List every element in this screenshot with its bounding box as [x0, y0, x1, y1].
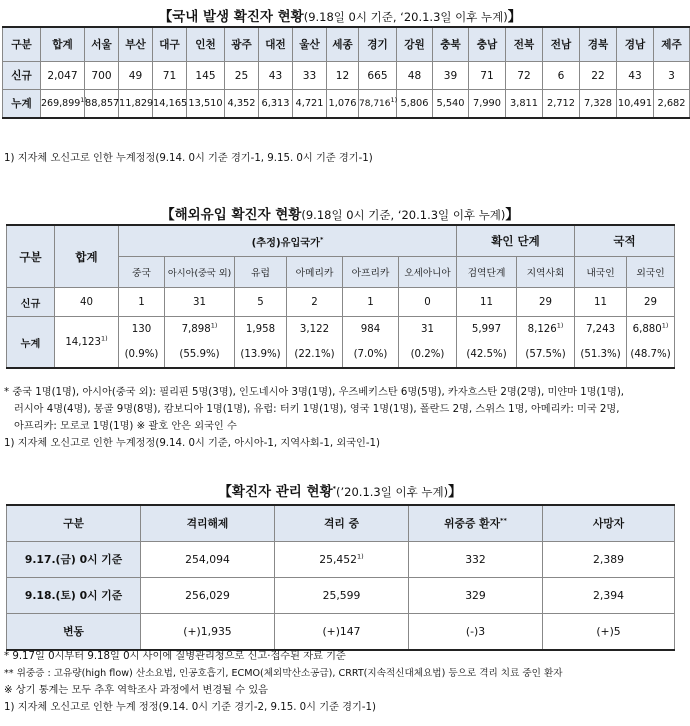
overseas-title	[0, 203, 680, 223]
management-col-severe	[409, 505, 543, 542]
management-title-end: 】	[448, 484, 462, 500]
domestic-cum-cell: 7,990	[469, 90, 506, 119]
overseas-new-total: 40	[55, 288, 119, 317]
overseas-cum-value: 130	[131, 324, 152, 335]
domestic-new-cell: 145	[187, 62, 225, 90]
management-row	[7, 542, 675, 578]
overseas-cum-value: 6,880	[632, 324, 662, 335]
management-header-row	[7, 505, 675, 542]
domestic-cum-gyeonggi-value: 78,716	[359, 98, 391, 109]
overseas-cum-label: 누계	[7, 317, 55, 369]
management-cell: (+)5	[543, 614, 675, 651]
management-col: 격리해제	[141, 505, 275, 542]
domestic-new-label: 신규	[3, 62, 41, 90]
domestic-new-cell: 43	[617, 62, 654, 90]
overseas-group-nationality: 국적	[575, 225, 675, 257]
overseas-group-row	[7, 225, 675, 257]
management-cell-isolating	[275, 542, 409, 578]
footnote-marker: *	[332, 484, 337, 493]
footnote-marker: *	[319, 235, 324, 244]
management-cell-value: 25,452	[319, 553, 358, 566]
overseas-subcol: 유럽	[235, 257, 287, 288]
overseas-subcol: 외국인	[627, 257, 675, 288]
domestic-new-cell: 33	[293, 62, 327, 90]
management-row-label: 9.17.(금) 0시 기준	[7, 542, 141, 578]
overseas-cum-value: 984	[360, 324, 381, 335]
overseas-note: 아프리카: 모로코 1명(1명) ※ 괄호 안은 외국인 수	[14, 421, 237, 432]
domestic-header-label: 구분	[3, 27, 41, 62]
management-cell: 329	[409, 578, 543, 614]
management-row-label: 9.18.(토) 0시 기준	[7, 578, 141, 614]
domestic-title-sub: (9.18일 0시 기준, ‘20.1.3일 이후 누계)	[303, 10, 508, 24]
overseas-cum-cell	[119, 317, 165, 343]
domestic-new-cell: 25	[225, 62, 259, 90]
overseas-new-cell: 5	[235, 288, 287, 317]
domestic-col: 경북	[580, 27, 617, 62]
overseas-subcol: 지역사회	[517, 257, 575, 288]
domestic-cum-cell: 4,721	[293, 90, 327, 119]
overseas-title-sub: (9.18일 0시 기준, ‘20.1.3일 이후 누계)	[301, 208, 506, 222]
domestic-new-cell: 3	[654, 62, 690, 90]
overseas-subcol: 아시아(중국 외)	[165, 257, 235, 288]
overseas-new-cell: 29	[517, 288, 575, 317]
footnote-marker: 1)	[390, 95, 398, 104]
domestic-col: 전북	[506, 27, 543, 62]
domestic-new-cell: 49	[119, 62, 153, 90]
management-table	[6, 504, 675, 651]
management-note: ** 위중증 : 고유량(high flow) 산소요법, 인공호흡기, ECMO(체외막산소공급), CRRT(지속적신대체요법) 등으로 격리 치료 중인 환자	[4, 668, 563, 679]
domestic-new-cell: 39	[433, 62, 469, 90]
management-note: 1) 지자체 오신고로 인한 누계 정정(9.14. 0시 기준 경기-2, 9.15. 0시 기준 경기-1)	[4, 702, 376, 713]
overseas-pct-cell: (51.3%)	[575, 342, 627, 368]
domestic-cum-cell: 5,540	[433, 90, 469, 119]
overseas-new-cell: 11	[575, 288, 627, 317]
domestic-new-cell: 700	[85, 62, 119, 90]
overseas-cum-value: 31	[421, 324, 434, 335]
domestic-col: 충북	[433, 27, 469, 62]
management-cell: (+)1,935	[141, 614, 275, 651]
overseas-total-header: 합계	[55, 225, 119, 288]
overseas-cum-cell	[287, 317, 343, 343]
overseas-new-row	[7, 288, 675, 317]
overseas-group-country	[119, 225, 457, 257]
overseas-new-label: 신규	[7, 288, 55, 317]
overseas-subcol: 오세아니아	[399, 257, 457, 288]
overseas-new-cell: 0	[399, 288, 457, 317]
overseas-note: * 중국 1명(1명), 아시아(중국 외): 필리핀 5명(3명), 인도네시아 3명(1명), 우즈베키스탄 6명(5명), 카자흐스탄 2명(2명), 미얀마 1명(1명),	[4, 387, 625, 398]
overseas-cum-value: 5,997	[471, 324, 502, 335]
management-note: ※ 상기 통계는 모두 추후 역학조사 과정에서 변경될 수 있음	[4, 685, 269, 696]
domestic-header-row	[3, 27, 690, 62]
domestic-table	[2, 26, 690, 119]
domestic-new-cell: 12	[327, 62, 359, 90]
overseas-new-cell: 11	[457, 288, 517, 317]
domestic-footnote: 1) 지자체 오신고로 인한 누계정정(9.14. 0시 기준 경기-1, 9.15. 0시 기준 경기-1)	[4, 153, 373, 164]
footnote-marker: 1)	[100, 334, 108, 343]
domestic-new-cell: 71	[153, 62, 187, 90]
overseas-note: 러시아 4명(4명), 몽골 9명(8명), 캄보디아 1명(1명), 유럽: 터키 1명(1명), 영국 1명(1명), 폴란드 2명, 스위스 1명, 아메리카: 미국 2명,	[14, 404, 620, 415]
management-col-severe-label: 위중증 환자	[444, 517, 501, 530]
domestic-cum-cell: 11,829	[119, 90, 153, 119]
domestic-col: 전남	[543, 27, 580, 62]
domestic-new-cell: 2,047	[41, 62, 85, 90]
domestic-new-cell: 22	[580, 62, 617, 90]
overseas-subcol: 아프리카	[343, 257, 399, 288]
overseas-header-label: 구분	[7, 225, 55, 288]
domestic-title-end: 】	[507, 9, 522, 25]
domestic-new-cell: 665	[359, 62, 397, 90]
domestic-col: 부산	[119, 27, 153, 62]
domestic-cum-cell: 2,712	[543, 90, 580, 119]
overseas-note: 1) 지자체 오신고로 인한 누계정정(9.14. 0시 기준, 아시아-1, 지역사회-1, 외국인-1)	[4, 438, 381, 449]
overseas-cum-cell	[517, 317, 575, 343]
management-cell: 2,389	[543, 542, 675, 578]
overseas-pct-cell: (42.5%)	[457, 342, 517, 368]
management-col: 격리 중	[275, 505, 409, 542]
footnote-marker: 1)	[357, 552, 364, 561]
domestic-cum-cell: 7,328	[580, 90, 617, 119]
domestic-title-main: 【국내 발생 확진자 현황	[158, 9, 304, 25]
overseas-cum-cell	[575, 317, 627, 343]
domestic-cum-cell: 2,682	[654, 90, 690, 119]
domestic-col: 경남	[617, 27, 654, 62]
management-cell: 332	[409, 542, 543, 578]
domestic-new-row	[3, 62, 690, 90]
domestic-col: 강원	[397, 27, 433, 62]
domestic-col: 충남	[469, 27, 506, 62]
management-cell: 25,599	[275, 578, 409, 614]
domestic-col: 광주	[225, 27, 259, 62]
management-cell: (-)3	[409, 614, 543, 651]
overseas-cum-value: 7,243	[585, 324, 616, 335]
overseas-cum-value: 3,122	[299, 324, 330, 335]
overseas-cum-cell	[165, 317, 235, 343]
domestic-col: 세종	[327, 27, 359, 62]
domestic-new-cell: 48	[397, 62, 433, 90]
overseas-pct-cell: (22.1%)	[287, 342, 343, 368]
overseas-cum-value: 8,126	[527, 324, 557, 335]
overseas-table	[6, 224, 675, 369]
domestic-cum-cell: 6,313	[259, 90, 293, 119]
domestic-new-cell: 43	[259, 62, 293, 90]
domestic-new-cell: 6	[543, 62, 580, 90]
overseas-cum-cell	[343, 317, 399, 343]
overseas-title-end: 】	[505, 207, 519, 223]
overseas-cum-total	[55, 317, 119, 369]
domestic-new-cell: 71	[469, 62, 506, 90]
domestic-col: 합계	[41, 27, 85, 62]
domestic-cum-cell: 3,811	[506, 90, 543, 119]
footnote-marker: 1)	[556, 321, 564, 330]
management-title-main: 【확진자 관리 현황	[218, 484, 333, 500]
overseas-new-cell: 1	[119, 288, 165, 317]
overseas-cum-row	[7, 317, 675, 343]
overseas-cum-total-value: 14,123	[65, 336, 101, 348]
overseas-cum-cell	[627, 317, 675, 343]
overseas-group-confirm: 확인 단계	[457, 225, 575, 257]
overseas-pct-cell: (48.7%)	[627, 342, 675, 368]
overseas-cum-value: 7,898	[181, 324, 211, 335]
overseas-pct-cell: (55.9%)	[165, 342, 235, 368]
footnote-marker: 1)	[661, 321, 669, 330]
overseas-new-cell: 2	[287, 288, 343, 317]
management-col: 구분	[7, 505, 141, 542]
domestic-cum-gyeonggi	[359, 90, 397, 119]
overseas-title-main: 【해외유입 확진자 현황	[161, 207, 302, 223]
footnote-marker: 1)	[210, 321, 218, 330]
domestic-col: 대전	[259, 27, 293, 62]
management-title-sub: (’20.1.3일 이후 누계)	[336, 485, 449, 499]
domestic-col: 인천	[187, 27, 225, 62]
domestic-cum-label: 누계	[3, 90, 41, 119]
domestic-cum-total	[41, 90, 85, 119]
overseas-subcol: 검역단계	[457, 257, 517, 288]
overseas-subcol: 내국인	[575, 257, 627, 288]
domestic-cum-cell: 14,165	[153, 90, 187, 119]
domestic-cum-cell: 5,806	[397, 90, 433, 119]
overseas-new-cell: 29	[627, 288, 675, 317]
domestic-title	[0, 5, 680, 25]
domestic-new-cell: 72	[506, 62, 543, 90]
domestic-cum-cell: 10,491	[617, 90, 654, 119]
footnote-marker: 1)	[80, 95, 87, 104]
management-cell: 256,029	[141, 578, 275, 614]
domestic-cum-cell: 1,076	[327, 90, 359, 119]
overseas-cum-value: 1,958	[245, 324, 276, 335]
footnote-marker: **	[500, 516, 507, 525]
management-row-label: 변동	[7, 614, 141, 651]
overseas-cum-cell	[235, 317, 287, 343]
domestic-cum-cell: 88,857	[85, 90, 119, 119]
management-cell: 2,394	[543, 578, 675, 614]
domestic-cum-row	[3, 90, 690, 119]
overseas-cum-cell	[399, 317, 457, 343]
management-cell: (+)147	[275, 614, 409, 651]
domestic-col: 울산	[293, 27, 327, 62]
domestic-col: 서울	[85, 27, 119, 62]
management-col: 사망자	[543, 505, 675, 542]
domestic-cum-cell: 13,510	[187, 90, 225, 119]
overseas-subcol: 중국	[119, 257, 165, 288]
domestic-col: 대구	[153, 27, 187, 62]
management-row	[7, 578, 675, 614]
overseas-pct-cell: (13.9%)	[235, 342, 287, 368]
overseas-group-country-label: (추정)유입국가	[251, 237, 320, 249]
overseas-new-cell: 1	[343, 288, 399, 317]
domestic-col: 경기	[359, 27, 397, 62]
overseas-pct-cell: (57.5%)	[517, 342, 575, 368]
overseas-pct-cell: (0.9%)	[119, 342, 165, 368]
overseas-pct-cell: (0.2%)	[399, 342, 457, 368]
management-title	[0, 480, 680, 500]
domestic-col: 제주	[654, 27, 690, 62]
overseas-cum-cell	[457, 317, 517, 343]
overseas-new-cell: 31	[165, 288, 235, 317]
management-cell: 254,094	[141, 542, 275, 578]
management-note: * 9.17일 0시부터 9.18일 0시 사이에 질병관리청으로 신고·접수된 자료 기준	[4, 651, 346, 662]
management-row	[7, 614, 675, 651]
domestic-cum-total-value: 269,899	[41, 98, 81, 109]
overseas-pct-cell: (7.0%)	[343, 342, 399, 368]
domestic-cum-cell: 4,352	[225, 90, 259, 119]
overseas-subcol: 아메리카	[287, 257, 343, 288]
